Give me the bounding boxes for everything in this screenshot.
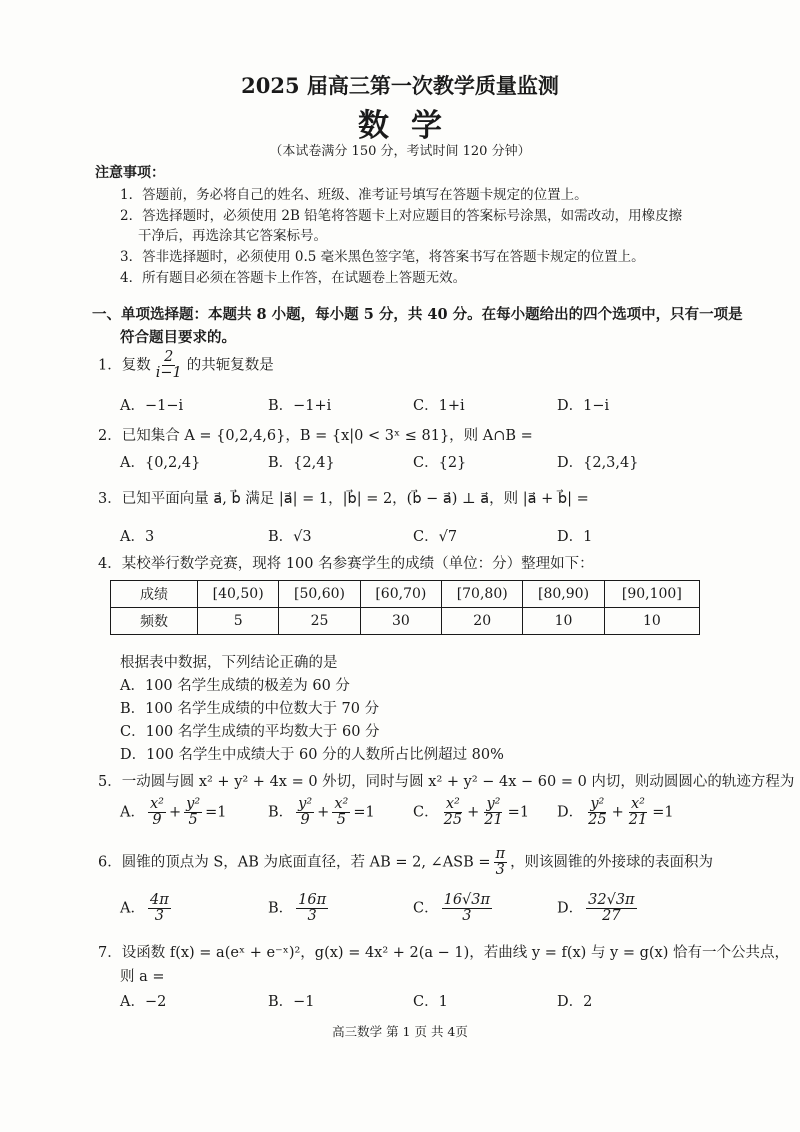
table-header-cell: 成绩 bbox=[111, 581, 198, 608]
fraction bbox=[586, 893, 636, 924]
denominator: 3 bbox=[462, 908, 472, 925]
fraction bbox=[442, 893, 492, 924]
numerator: y² bbox=[186, 796, 201, 812]
option-a: A．−1−i bbox=[120, 398, 184, 414]
numerator: x² bbox=[630, 796, 645, 812]
numerator: y² bbox=[486, 796, 501, 812]
denominator: 21 bbox=[484, 812, 503, 829]
denominator: 3 bbox=[307, 908, 317, 925]
fraction bbox=[184, 797, 202, 828]
numerator: 2 bbox=[164, 349, 174, 365]
table-cell: [40,50) bbox=[198, 581, 279, 608]
option-c: C．{2} bbox=[413, 455, 467, 471]
table-cell: [80,90) bbox=[523, 581, 604, 608]
denominator: 5 bbox=[188, 812, 198, 829]
section-heading: 一、单项选择题：本题共 8 小题，每小题 5 分，共 40 分。在每小题给出的四个选项中，只有一项是 bbox=[92, 306, 743, 323]
option-label: B． bbox=[268, 804, 294, 821]
option-a: A．−2 bbox=[120, 994, 167, 1010]
equation-rhs: =1 bbox=[205, 804, 227, 821]
question-text: 6．圆锥的顶点为 S，AB 为底面直径，若 AB = 2, ∠ASB = bbox=[98, 854, 491, 871]
denominator: 25 bbox=[443, 812, 463, 829]
option-label: D． bbox=[557, 804, 584, 821]
option-c: C．100 名学生成绩的平均数大于 60 分 bbox=[120, 724, 380, 740]
option-b: B．√3 bbox=[268, 529, 312, 545]
denominator: 25 bbox=[588, 812, 607, 829]
numerator: x² bbox=[445, 796, 460, 812]
option-d: D．100 名学生中成绩大于 60 分的人数所占比例超过 80% bbox=[120, 747, 504, 763]
equation-rhs: =1 bbox=[507, 804, 530, 821]
denominator: 5 bbox=[336, 812, 346, 829]
notice-item: 4．所有题目必须在答题卡上作答，在试题卷上答题无效。 bbox=[120, 270, 467, 286]
option-a: A． $\frac{\text{x²}}{9}$ + $\frac{\text{y²}}{5}$ =1 bbox=[120, 796, 227, 829]
table-cell: 20 bbox=[442, 608, 523, 635]
option-c: C．1 bbox=[413, 994, 448, 1010]
fraction bbox=[442, 797, 464, 828]
option-c bbox=[413, 893, 495, 924]
numerator: 4π bbox=[149, 892, 169, 908]
table-cell: 10 bbox=[523, 608, 604, 635]
option-label: C． bbox=[413, 804, 439, 821]
numerator: π bbox=[495, 846, 506, 862]
question-lead: 根据表中数据，下列结论正确的是 bbox=[120, 655, 338, 671]
option-b: B．−1+i bbox=[268, 398, 332, 414]
numerator: x² bbox=[149, 796, 164, 812]
question-4: 4．某校举行数学竞赛，现将 100 名参赛学生的成绩（单位：分）整理如下： bbox=[98, 556, 594, 572]
notice-item: 3．答非选择题时，必须使用 0.5 毫米黑色签字笔，将答案书写在答题卡规定的位置上。 bbox=[120, 249, 645, 265]
question-2: 2．已知集合 A = {0,2,4,6}，B = {x|0 < 3ˣ ≤ 81}，则 A∩B = bbox=[98, 428, 533, 444]
fraction bbox=[494, 847, 508, 878]
fraction bbox=[296, 797, 314, 828]
table-cell: 10 bbox=[604, 608, 699, 635]
question-6 bbox=[98, 847, 713, 878]
fraction bbox=[627, 797, 649, 828]
option-a: A．3 bbox=[120, 529, 155, 545]
exam-title: 2025 届高三第一次教学质量监测 bbox=[241, 73, 559, 98]
option-b bbox=[268, 893, 331, 924]
option-b: B．100 名学生成绩的中位数大于 70 分 bbox=[120, 701, 380, 717]
option-a bbox=[120, 893, 174, 924]
option-a: A．{0,2,4} bbox=[120, 455, 201, 471]
exam-subtitle: （本试卷满分 150 分，考试时间 120 分钟） bbox=[269, 144, 531, 159]
option-label: C． bbox=[413, 900, 439, 917]
numerator: y² bbox=[590, 796, 605, 812]
subject-title: 数学 bbox=[358, 108, 464, 144]
table-header-cell: 频数 bbox=[111, 608, 198, 635]
question-text: 的共轭复数是 bbox=[186, 357, 274, 374]
option-c: C．1+i bbox=[413, 398, 465, 414]
table-cell: [60,70) bbox=[360, 581, 441, 608]
table-cell: 30 bbox=[360, 608, 441, 635]
notice-item: 2．答选择题时，必须使用 2B 铅笔将答题卡上对应题目的答案标号涂黑，如需改动，用橡皮擦 bbox=[120, 208, 683, 224]
notice-item: 1．答题前，务必将自己的姓名、班级、准考证号填写在答题卡规定的位置上。 bbox=[120, 187, 588, 203]
numerator: 32√3π bbox=[588, 892, 635, 908]
option-label: D． bbox=[557, 900, 584, 917]
table-cell: [70,80) bbox=[442, 581, 523, 608]
table-cell: 5 bbox=[198, 608, 279, 635]
numerator: y² bbox=[298, 796, 313, 812]
page-footer: 高三数学 第 1 页 共 4页 bbox=[332, 1024, 468, 1039]
denominator: i−1 bbox=[155, 365, 182, 382]
option-label: B． bbox=[268, 900, 294, 917]
notice-item: 干净后，再选涂其它答案标号。 bbox=[138, 228, 327, 244]
table-cell: [50,60) bbox=[279, 581, 360, 608]
option-b: B． $\frac{\text{y²}}{9}$ + $\frac{\text{x²}}{5}$ =1 bbox=[268, 796, 375, 829]
option-d: D．2 bbox=[557, 994, 593, 1010]
numerator: x² bbox=[334, 796, 349, 812]
denominator: 3 bbox=[154, 908, 164, 925]
table-row bbox=[111, 608, 700, 635]
table-cell: [90,100] bbox=[604, 581, 699, 608]
option-d: D．{2,3,4} bbox=[557, 455, 639, 471]
option-c: C．√7 bbox=[413, 529, 458, 545]
numerator: 16√3π bbox=[443, 892, 491, 908]
denominator: 21 bbox=[628, 812, 648, 829]
denominator: 9 bbox=[300, 812, 310, 829]
option-d bbox=[557, 893, 640, 924]
fraction bbox=[148, 797, 166, 828]
frequency-table bbox=[110, 580, 700, 635]
section-heading-cont: 符合题目要求的。 bbox=[120, 329, 236, 346]
table-cell: 25 bbox=[279, 608, 360, 635]
option-b: B．−1 bbox=[268, 994, 315, 1010]
option-d: D．1−i bbox=[557, 398, 610, 414]
question-5: 5．一动圆与圆 x² + y² + 4x = 0 外切，同时与圆 x² + y² − 4x − 60 = 0 内切，则动圆圆心的轨迹方程为 bbox=[98, 774, 795, 790]
option-d: D． $\frac{\text{y²}}{25}$ + $\frac{\text{x²}}{21}$ =1 bbox=[557, 796, 674, 829]
numerator: 16π bbox=[298, 892, 327, 908]
fraction bbox=[586, 797, 608, 828]
question-7-cont: 则 a = bbox=[120, 969, 165, 985]
equation-rhs: =1 bbox=[353, 804, 375, 821]
question-number: 1． bbox=[98, 357, 122, 374]
question-3: 3．已知平面向量 a⃗, b⃗ 满足 |a⃗| = 1，|b⃗| = 2，(b⃗ − a⃗) ⊥ a⃗，则 |a⃗ + b⃗| = bbox=[98, 491, 589, 507]
fraction bbox=[482, 797, 504, 828]
option-b: B．{2,4} bbox=[268, 455, 335, 471]
question-1 bbox=[98, 350, 274, 381]
option-label: A． bbox=[120, 804, 145, 821]
option-label: A． bbox=[120, 900, 145, 917]
table-row bbox=[111, 581, 700, 608]
fraction bbox=[296, 893, 328, 924]
fraction bbox=[154, 350, 184, 381]
denominator: 3 bbox=[495, 862, 505, 879]
question-7: 7．设函数 f(x) = a(eˣ + e⁻ˣ)²，g(x) = 4x² + 2(a − 1)，若曲线 y = f(x) 与 y = g(x) 恰有一个公共点， bbox=[98, 945, 789, 961]
denominator: 27 bbox=[602, 908, 621, 925]
denominator: 9 bbox=[152, 812, 162, 829]
notice-heading: 注意事项： bbox=[95, 165, 165, 181]
equation-rhs: =1 bbox=[652, 804, 674, 821]
option-c: C． $\frac{\text{x²}}{25}$ + $\frac{\text{y²}}{21}$ =1 bbox=[413, 796, 530, 829]
fraction bbox=[332, 797, 350, 828]
question-text: ，则该圆锥的外接球的表面积为 bbox=[510, 854, 714, 871]
option-a: A．100 名学生成绩的极差为 60 分 bbox=[120, 678, 350, 694]
question-text: 复数 bbox=[121, 357, 151, 374]
fraction bbox=[148, 893, 171, 924]
option-d: D．1 bbox=[557, 529, 593, 545]
